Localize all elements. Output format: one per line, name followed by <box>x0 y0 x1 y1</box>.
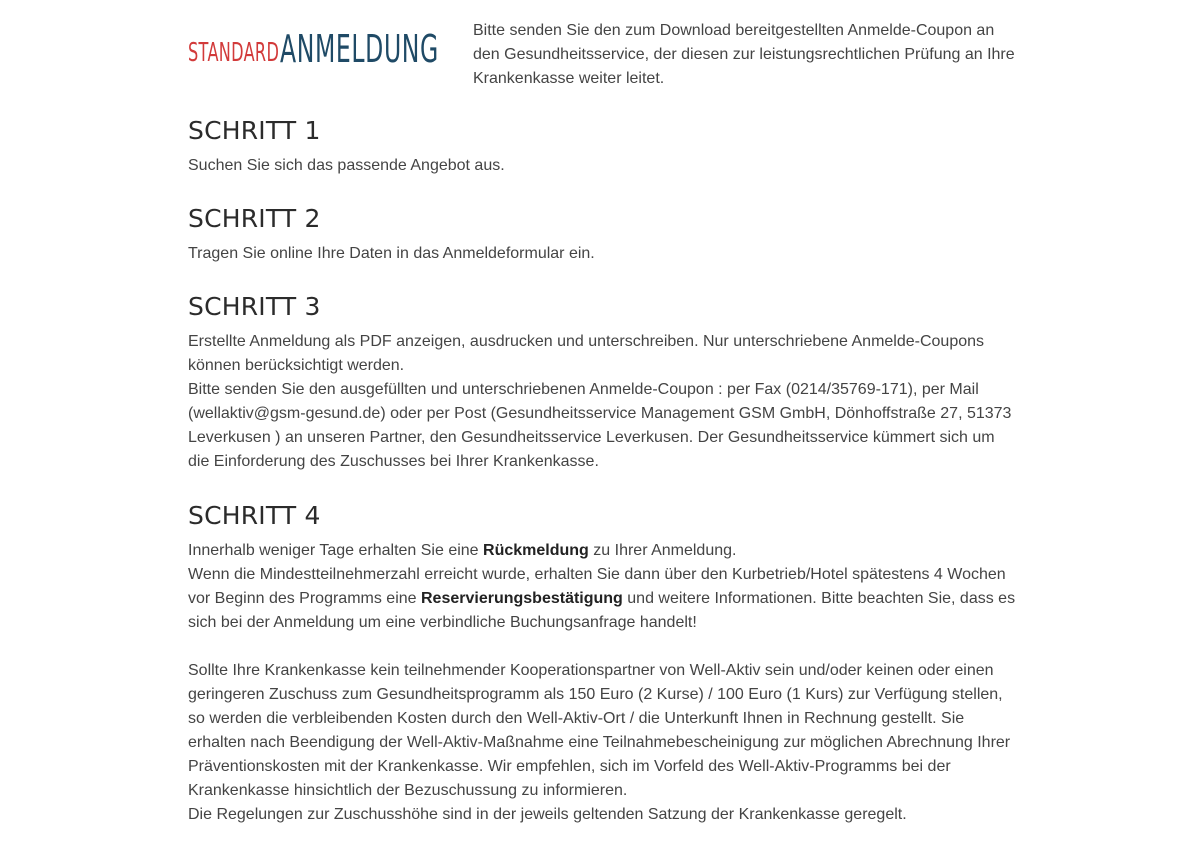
step-4-feedback-pre: Innerhalb weniger Tage erhalten Sie eine <box>188 542 484 559</box>
step-1-section <box>188 116 1018 178</box>
step-1-text: Suchen Sie sich das passende Angebot aus. <box>188 157 505 174</box>
paragraph-gap <box>188 635 1018 659</box>
step-4-title: SCHRITT 4 <box>188 501 321 530</box>
intro-text: Bitte senden Sie den zum Download bereitgestellten Anmelde-Coupon an den Gesundheitsservice, der diesen zur leistungsrechtlichen Prüfung an Ihre Krankenkasse weiter leitet. <box>473 22 1015 87</box>
step-4-text-insurance: Sollte Ihre Krankenkasse kein teilnehmender Kooperationspartner von Well-Aktiv sein und/oder keinen oder einen geringeren Zuschuss zum Gesundheitsprogramm als 150 Euro (2 Kurse) / 100 Euro (1 Kurs) zur Verfügung stellen, so werden die verbleibenden Kosten durch den Well-Aktiv-Ort / die Unterkunft Ihnen in Rechnung gestellt. Sie erhalten nach Beendigung der Well-Aktiv-Maßnahme eine Teilnahmebescheinigung zur möglichen Abrechnung Ihrer Präventionskosten mit der Krankenkasse. Wir empfehlen, sich im Vorfeld des Well-Aktiv-Programms bei der Krankenkasse hinsichtlich der Bezuschussung zu informieren. <box>188 662 1011 799</box>
step-3-section <box>188 292 1018 474</box>
step-2-text: Tragen Sie online Ihre Daten in das Anmeldeformular ein. <box>188 245 595 262</box>
step-4-text-reservation <box>188 563 1018 635</box>
page-header <box>188 0 1018 110</box>
rueckmeldung-bold: Rückmeldung <box>483 542 589 559</box>
logo-anmeldung-text: ANMELDUNG <box>280 27 439 71</box>
logo-standard-text: STANDARD <box>188 38 280 68</box>
step-4-feedback-post: zu Ihrer Anmeldung. <box>588 542 737 559</box>
step-2-section <box>188 204 1018 266</box>
step-4-text-regulations: Die Regelungen zur Zuschusshöhe sind in der jeweils geltenden Satzung der Krankenkasse geregelt. <box>188 806 907 823</box>
step-3-text-pdf: Erstellte Anmeldung als PDF anzeigen, ausdrucken und unterschreiben. Nur unterschriebene Anmelde-Coupons können berücksichtigt werden. <box>188 333 985 374</box>
step-4-reservation-post: und weitere Informationen. Bitte beachten Sie, dass es sich bei der Anmeldung um eine verbindliche Buchungsanfrage handelt! <box>188 590 1016 631</box>
step-4-reservation-pre: Wenn die Mindestteilnehmerzahl erreicht wurde, erhalten Sie dann über den Kurbetrieb/Hotel spätestens 4 Wochen vor Beginn des Programms eine <box>188 566 1006 607</box>
reservierungsbestaetigung-bold: Reservierungsbestätigung <box>421 590 623 607</box>
standard-anmeldung-logo <box>188 27 439 71</box>
step-4-text-feedback <box>188 539 1018 563</box>
step-1-title: SCHRITT 1 <box>188 116 321 145</box>
step-3-title: SCHRITT 3 <box>188 292 321 321</box>
step-2-title: SCHRITT 2 <box>188 204 321 233</box>
step-3-text-send: Bitte senden Sie den ausgefüllten und unterschriebenen Anmelde-Coupon : per Fax (0214/35769-171), per Mail (wellaktiv@gsm-gesund.de) oder per Post (Gesundheitsservice Management GSM GmbH, Dönhoffstraße 27, 51373 Leverkusen ) an unseren Partner, den Gesundheitsservice Leverkusen. Der Gesundheitsservice kümmert sich um die Einforderung des Zuschusses bei Ihrer Krankenkasse. <box>188 381 1012 470</box>
step-4-section <box>188 501 1018 827</box>
registration-page <box>188 0 1018 823</box>
